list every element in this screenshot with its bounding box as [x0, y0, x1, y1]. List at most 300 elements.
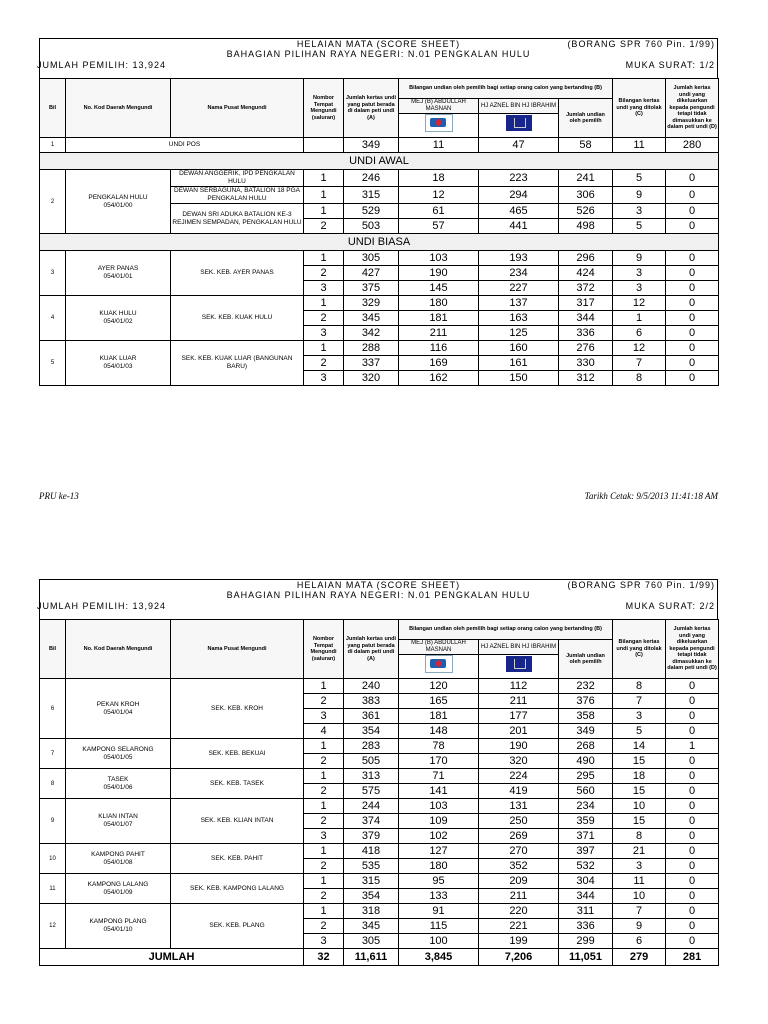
pusat-mengundi: SEK. KEB. KROH [171, 679, 304, 739]
value-c2: 441 [479, 219, 559, 234]
value-t: 3 [304, 281, 344, 296]
value-t: 1 [304, 679, 344, 694]
value-c1: 180 [399, 296, 479, 311]
value-c1: 180 [399, 859, 479, 874]
total-t: 32 [304, 949, 344, 966]
value-a: 349 [344, 138, 399, 153]
logo-cell [479, 655, 559, 679]
value-c: 5 [613, 170, 666, 187]
muka-surat: MUKA SURAT: 1/2 [625, 60, 715, 70]
value-j: 424 [559, 266, 613, 281]
pusat-mengundi: SEK. KEB. BEKUAI [171, 739, 304, 769]
col-ditolak: Bilangan kertas undi yang ditolak (C) [613, 79, 666, 138]
value-c2: 270 [479, 844, 559, 859]
kod-daerah [66, 251, 171, 296]
bil-number: 5 [40, 341, 66, 386]
value-d: 0 [666, 859, 719, 874]
value-c: 7 [613, 904, 666, 919]
kod-daerah [66, 679, 171, 739]
table-row [40, 799, 719, 814]
pusat-mengundi: SEK. KEB. KLIAN INTAN [171, 799, 304, 844]
value-c2: 234 [479, 266, 559, 281]
kod-name: KAMPONG SELARONG [82, 745, 154, 753]
bil-number: 1 [40, 138, 66, 153]
value-c1: 169 [399, 356, 479, 371]
section-row [40, 153, 719, 170]
score-sheet-page-1 [39, 38, 718, 386]
value-c: 8 [613, 829, 666, 844]
col-dikeluarkan: Jumlah kertas undi yang dikeluarkan kepada pengundi tetapi tidak dimasukkan ke dalam peti undi (D) [666, 79, 719, 138]
value-c2: 199 [479, 934, 559, 949]
kod-number: 054/01/05 [103, 753, 133, 761]
value-c: 3 [613, 859, 666, 874]
value-j: 344 [559, 889, 613, 904]
value-c: 3 [613, 204, 666, 219]
value-t: 3 [304, 371, 344, 386]
bil-number: 2 [40, 170, 66, 234]
section-undi-awal: UNDI AWAL [40, 153, 719, 170]
value-d: 0 [666, 784, 719, 799]
col-kertas: Jumlah kertas undi yang patut berada di dalam peti undi (A) [344, 620, 399, 679]
value-c1: 115 [399, 919, 479, 934]
kod-number: 054/01/07 [103, 821, 133, 828]
value-c2: 465 [479, 204, 559, 219]
table-row [40, 170, 719, 187]
value-a: 320 [344, 371, 399, 386]
value-c1: 170 [399, 754, 479, 769]
value-t: 3 [304, 709, 344, 724]
jumlah-pemilih: JUMLAH PEMILIH: 13,924 [37, 601, 167, 611]
kod-name: KLIAN INTAN [98, 813, 138, 820]
kod-number: 054/01/00 [103, 201, 133, 209]
col-ditolak: Bilangan kertas undi yang ditolak (C) [613, 620, 666, 679]
kod-daerah [66, 769, 171, 799]
value-c2: 163 [479, 311, 559, 326]
col-bilangan: Bilangan undian oleh pemilih bagi setiap orang calon yang bertanding (B) [399, 620, 613, 640]
value-c: 5 [613, 219, 666, 234]
value-d: 0 [666, 769, 719, 784]
value-j: 359 [559, 814, 613, 829]
value-c: 3 [613, 266, 666, 281]
value-c: 12 [613, 341, 666, 356]
value-t: 3 [304, 326, 344, 341]
value-c2: 269 [479, 829, 559, 844]
kod-number: 054/01/09 [103, 888, 133, 896]
col-bilangan: Bilangan undian oleh pemilih bagi setiap orang calon yang bertanding (B) [399, 79, 613, 99]
pusat-mengundi: SEK. KEB. PLANG [171, 904, 304, 949]
value-a: 535 [344, 859, 399, 874]
value-c2: 223 [479, 170, 559, 187]
value-d: 0 [666, 694, 719, 709]
bil-number: 9 [40, 799, 66, 844]
value-c1: 165 [399, 694, 479, 709]
kod-daerah [66, 904, 171, 949]
value-c: 11 [613, 874, 666, 889]
value-t: 1 [304, 844, 344, 859]
value-c1: 57 [399, 219, 479, 234]
kod-number: 054/01/03 [103, 363, 133, 370]
bil-number: 6 [40, 679, 66, 739]
kod-name: AYER PANAS [97, 265, 139, 272]
value-a: 288 [344, 341, 399, 356]
value-c2: 352 [479, 859, 559, 874]
value-d: 1 [666, 739, 719, 754]
value-j: 532 [559, 859, 613, 874]
table-row [40, 251, 719, 266]
footer-pru: PRU ke-13 [39, 491, 79, 501]
value-a: 315 [344, 187, 399, 204]
value-c: 15 [613, 754, 666, 769]
value-t: 2 [304, 266, 344, 281]
value-c1: 100 [399, 934, 479, 949]
value-a: 375 [344, 281, 399, 296]
col-pusat: Nama Pusat Mengundi [171, 620, 304, 679]
value-t: 1 [304, 799, 344, 814]
section-row [40, 234, 719, 251]
muka-surat: MUKA SURAT: 2/2 [625, 601, 715, 611]
value-c2: 47 [479, 138, 559, 153]
value-j: 232 [559, 679, 613, 694]
kod-daerah [66, 296, 171, 341]
value-t: 2 [304, 219, 344, 234]
value-j: 295 [559, 769, 613, 784]
value-c2: 112 [479, 679, 559, 694]
value-j: 276 [559, 341, 613, 356]
bil-number: 10 [40, 844, 66, 874]
value-c2: 294 [479, 187, 559, 204]
value-d: 0 [666, 829, 719, 844]
value-c1: 181 [399, 311, 479, 326]
value-c2: 193 [479, 251, 559, 266]
jumlah-pemilih: JUMLAH PEMILIH: 13,924 [37, 60, 167, 70]
value-c1: 11 [399, 138, 479, 153]
kod-name: TASEK [107, 775, 129, 783]
value-a: 505 [344, 754, 399, 769]
kod-name: KAMPONG PLANG [89, 918, 147, 925]
value-t: 1 [304, 874, 344, 889]
value-d: 280 [666, 138, 719, 153]
kod-number: 054/01/02 [103, 318, 133, 325]
kod-name: KAMPONG PAHIT [91, 850, 145, 858]
value-t: 2 [304, 754, 344, 769]
value-t: 1 [304, 170, 344, 187]
value-d: 0 [666, 919, 719, 934]
pas-logo-icon [425, 655, 453, 673]
value-c2: 150 [479, 371, 559, 386]
value-j: 317 [559, 296, 613, 311]
value-c: 9 [613, 919, 666, 934]
value-t: 2 [304, 311, 344, 326]
undi-pos-label: UNDI POS [66, 138, 304, 153]
sheet-header [39, 38, 718, 78]
kod-daerah [66, 799, 171, 844]
value-c2: 250 [479, 814, 559, 829]
kod-number: 054/01/10 [103, 926, 133, 933]
value-c: 10 [613, 889, 666, 904]
value-c: 7 [613, 694, 666, 709]
value-j: 376 [559, 694, 613, 709]
value-c: 3 [613, 709, 666, 724]
col-pusat: Nama Pusat Mengundi [171, 79, 304, 138]
value-c1: 181 [399, 709, 479, 724]
value-c1: 61 [399, 204, 479, 219]
sheet-header [39, 579, 718, 619]
value-d: 0 [666, 904, 719, 919]
value-a: 354 [344, 724, 399, 739]
value-d: 0 [666, 356, 719, 371]
value-c1: 71 [399, 769, 479, 784]
sheet-title: HELAIAN MATA (SCORE SHEET) [296, 39, 461, 49]
value-c2: 209 [479, 874, 559, 889]
footer-print-date: Tarikh Cetak: 9/5/2013 11:41:18 AM [584, 491, 718, 501]
total-j: 11,051 [559, 949, 613, 966]
value-t: 1 [304, 341, 344, 356]
value-c1: 120 [399, 679, 479, 694]
value-c2: 224 [479, 769, 559, 784]
kod-number: 054/01/06 [103, 783, 133, 791]
value-d: 0 [666, 281, 719, 296]
pas-logo-icon [425, 114, 453, 132]
value-a: 305 [344, 251, 399, 266]
kod-daerah [66, 874, 171, 904]
value-c2: 221 [479, 919, 559, 934]
value-c2: 220 [479, 904, 559, 919]
section-undi-biasa: UNDI BIASA [40, 234, 719, 251]
kod-number: 054/01/08 [103, 858, 133, 866]
borang-code: (BORANG SPR 760 Pin. 1/99) [567, 39, 715, 49]
col-calon-1: MEJ (B) ABDULLAH MASNAN [399, 99, 479, 114]
value-j: 336 [559, 326, 613, 341]
col-tempat: Nombor Tempat Mengundi (saluran) [304, 79, 344, 138]
table-row-undi-pos [40, 138, 719, 153]
value-c1: 145 [399, 281, 479, 296]
value-a: 313 [344, 769, 399, 784]
value-t: 1 [304, 769, 344, 784]
pusat-mengundi: DEWAN SRI ADUKA BATALION KE-3 REJIMEN SEMPADAN, PENGKALAN HULU [171, 204, 304, 234]
value-c2: 177 [479, 709, 559, 724]
table-row [40, 874, 719, 889]
value-a: 345 [344, 311, 399, 326]
results-table [39, 619, 719, 966]
value-d: 0 [666, 326, 719, 341]
col-calon-1: MEJ (B) ABDULLAH MASNAN [399, 640, 479, 655]
value-d: 0 [666, 341, 719, 356]
pusat-mengundi: SEK. KEB. PAHIT [171, 844, 304, 874]
value-d: 0 [666, 219, 719, 234]
bil-number: 3 [40, 251, 66, 296]
value-c1: 18 [399, 170, 479, 187]
pusat-mengundi: SEK. KEB. AYER PANAS [171, 251, 304, 296]
value-d: 0 [666, 844, 719, 859]
value-d: 0 [666, 296, 719, 311]
value-c1: 78 [399, 739, 479, 754]
value-c: 6 [613, 326, 666, 341]
value-d: 0 [666, 799, 719, 814]
value-c: 8 [613, 679, 666, 694]
value-t: 1 [304, 204, 344, 219]
sheet-subtitle: BAHAGIAN PILIHAN RAYA NEGERI: N.01 PENGKALAN HULU [226, 49, 531, 59]
value-j: 299 [559, 934, 613, 949]
value-c: 5 [613, 724, 666, 739]
page-footer [39, 491, 718, 505]
kod-name: KAMPONG LALANG [87, 880, 149, 888]
value-c: 15 [613, 784, 666, 799]
value-c2: 320 [479, 754, 559, 769]
value-a: 575 [344, 784, 399, 799]
bil-number: 11 [40, 874, 66, 904]
value-t: 1 [304, 187, 344, 204]
value-a: 427 [344, 266, 399, 281]
table-row [40, 904, 719, 919]
value-t [304, 138, 344, 153]
value-d: 0 [666, 709, 719, 724]
bil-number: 4 [40, 296, 66, 341]
table-row [40, 296, 719, 311]
bil-number: 7 [40, 739, 66, 769]
value-t: 4 [304, 724, 344, 739]
value-c1: 148 [399, 724, 479, 739]
value-j: 358 [559, 709, 613, 724]
bil-number: 8 [40, 769, 66, 799]
table-row [40, 769, 719, 784]
pusat-mengundi: SEK. KEB. KUAK HULU [171, 296, 304, 341]
logo-cell [399, 655, 479, 679]
col-bil: Bil [40, 620, 66, 679]
value-c: 8 [613, 371, 666, 386]
col-calon-2: HJ AZNEL BIN HJ IBRAHIM [479, 640, 559, 655]
value-a: 342 [344, 326, 399, 341]
value-a: 345 [344, 919, 399, 934]
value-c2: 201 [479, 724, 559, 739]
value-c1: 133 [399, 889, 479, 904]
pusat-mengundi: SEK. KEB. TASEK [171, 769, 304, 799]
table-row [40, 739, 719, 754]
table-head [40, 79, 719, 138]
value-c2: 211 [479, 694, 559, 709]
kod-daerah [66, 844, 171, 874]
value-j: 490 [559, 754, 613, 769]
value-c: 11 [613, 138, 666, 153]
total-row [40, 949, 719, 966]
value-c2: 125 [479, 326, 559, 341]
value-a: 305 [344, 934, 399, 949]
value-j: 336 [559, 919, 613, 934]
value-d: 0 [666, 874, 719, 889]
table-row [40, 844, 719, 859]
value-c2: 227 [479, 281, 559, 296]
value-c1: 103 [399, 799, 479, 814]
value-a: 337 [344, 356, 399, 371]
sheet-subtitle: BAHAGIAN PILIHAN RAYA NEGERI: N.01 PENGKALAN HULU [226, 590, 531, 600]
value-d: 0 [666, 889, 719, 904]
value-d: 0 [666, 204, 719, 219]
value-a: 246 [344, 170, 399, 187]
total-c1: 3,845 [399, 949, 479, 966]
value-t: 1 [304, 739, 344, 754]
value-a: 283 [344, 739, 399, 754]
value-j: 526 [559, 204, 613, 219]
value-d: 0 [666, 814, 719, 829]
value-d: 0 [666, 311, 719, 326]
value-j: 58 [559, 138, 613, 153]
value-j: 498 [559, 219, 613, 234]
value-j: 234 [559, 799, 613, 814]
value-j: 268 [559, 739, 613, 754]
value-d: 0 [666, 251, 719, 266]
value-t: 1 [304, 904, 344, 919]
value-a: 244 [344, 799, 399, 814]
value-d: 0 [666, 934, 719, 949]
value-c1: 190 [399, 266, 479, 281]
value-t: 3 [304, 934, 344, 949]
bil-number: 12 [40, 904, 66, 949]
value-d: 0 [666, 724, 719, 739]
borang-code: (BORANG SPR 760 Pin. 1/99) [567, 580, 715, 590]
logo-cell [399, 114, 479, 138]
value-c1: 211 [399, 326, 479, 341]
value-c1: 12 [399, 187, 479, 204]
value-j: 296 [559, 251, 613, 266]
value-t: 2 [304, 859, 344, 874]
total-c: 279 [613, 949, 666, 966]
value-c2: 160 [479, 341, 559, 356]
value-a: 318 [344, 904, 399, 919]
col-calon-2: HJ AZNEL BIN HJ IBRAHIM [479, 99, 559, 114]
value-t: 2 [304, 784, 344, 799]
value-j: 241 [559, 170, 613, 187]
value-c2: 419 [479, 784, 559, 799]
value-c2: 211 [479, 889, 559, 904]
value-c: 9 [613, 251, 666, 266]
value-c: 12 [613, 296, 666, 311]
value-a: 418 [344, 844, 399, 859]
col-jumlah-undian: Jumlah undian oleh pemilih [559, 99, 613, 138]
value-t: 1 [304, 296, 344, 311]
kod-number: 054/01/04 [103, 708, 133, 716]
value-a: 529 [344, 204, 399, 219]
value-j: 330 [559, 356, 613, 371]
table-body [40, 138, 719, 386]
value-j: 344 [559, 311, 613, 326]
value-c: 15 [613, 814, 666, 829]
value-c: 14 [613, 739, 666, 754]
value-c1: 91 [399, 904, 479, 919]
table-body [40, 679, 719, 966]
value-a: 374 [344, 814, 399, 829]
value-t: 2 [304, 889, 344, 904]
value-j: 306 [559, 187, 613, 204]
value-a: 329 [344, 296, 399, 311]
table-row [40, 341, 719, 356]
pusat-mengundi: DEWAN ANGGERIK, IPD PENGKALAN HULU [171, 170, 304, 187]
value-c2: 131 [479, 799, 559, 814]
value-c1: 116 [399, 341, 479, 356]
value-c1: 162 [399, 371, 479, 386]
col-kertas: Jumlah kertas undi yang patut berada di dalam peti undi (A) [344, 79, 399, 138]
value-j: 312 [559, 371, 613, 386]
value-c2: 161 [479, 356, 559, 371]
value-t: 2 [304, 356, 344, 371]
logo-cell [479, 114, 559, 138]
value-d: 0 [666, 371, 719, 386]
value-d: 0 [666, 170, 719, 187]
value-a: 383 [344, 694, 399, 709]
value-t: 2 [304, 919, 344, 934]
total-d: 281 [666, 949, 719, 966]
value-c2: 137 [479, 296, 559, 311]
value-c2: 190 [479, 739, 559, 754]
value-a: 354 [344, 889, 399, 904]
